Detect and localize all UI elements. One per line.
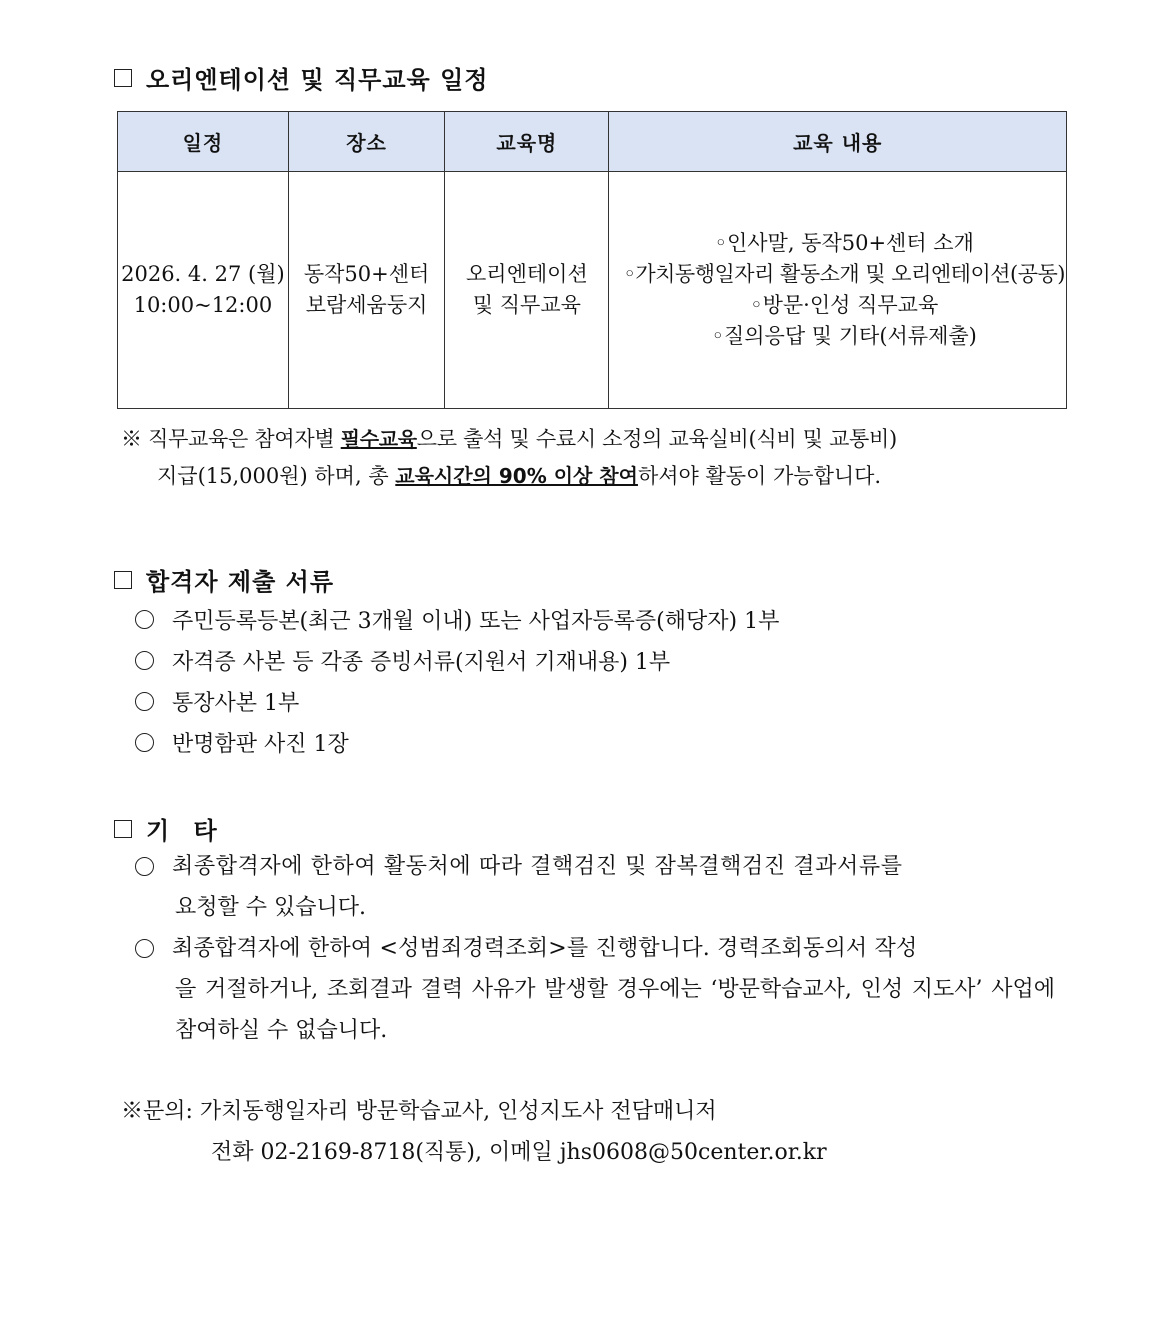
list-item xyxy=(135,727,349,758)
cell-date xyxy=(118,172,289,409)
content-item: ◦가치동행일자리 활동소개 및 오리엔테이션(공동) xyxy=(623,262,1065,286)
contact-info xyxy=(121,1091,827,1173)
circle-bullet-icon xyxy=(135,651,154,670)
note-emphasis-required: 필수교육 xyxy=(340,427,417,451)
contact-phone-email: 전화 02-2169-8718(직통), 이메일 jhs0608@50center.or.kr xyxy=(211,1140,827,1165)
circle-bullet-icon xyxy=(135,939,154,958)
list-item-text: 최종합격자에 한하여 <성범죄경력조회>를 진행합니다. 경력조회동의서 작성 xyxy=(172,936,918,961)
content-item: ◦인사말, 동작50+센터 소개 xyxy=(714,231,974,255)
list-item-first-line xyxy=(135,928,1060,969)
header-course-name: 교육명 xyxy=(445,112,609,172)
content-item: ◦방문·인성 직무교육 xyxy=(750,293,939,317)
time-text: 10:00~12:00 xyxy=(133,293,273,317)
square-bullet-icon xyxy=(114,820,132,838)
section-heading-documents xyxy=(114,562,334,597)
circle-bullet-icon xyxy=(135,692,154,711)
list-item xyxy=(135,686,299,717)
header-course-content: 교육 내용 xyxy=(609,112,1067,172)
section-heading-etc xyxy=(114,811,225,846)
list-item xyxy=(135,846,1060,928)
content-item: ◦질의응답 및 기타(서류제출) xyxy=(711,324,977,348)
attendance-note xyxy=(121,421,1066,495)
circle-bullet-icon xyxy=(135,610,154,629)
table-row xyxy=(118,172,1067,409)
square-bullet-icon xyxy=(114,69,132,87)
header-place: 장소 xyxy=(288,112,444,172)
list-item xyxy=(135,604,779,635)
list-item-continuation: 을 거절하거나, 조회결과 결력 사유가 발생할 경우에는 ‘방문학습교사, 인성 지도사’ 사업에 참여하실 수 없습니다. xyxy=(175,977,1055,1043)
list-item-text: 최종합격자에 한하여 활동처에 따라 결핵검진 및 잠복결핵검진 결과서류를 xyxy=(172,854,903,879)
square-bullet-icon xyxy=(114,571,132,589)
schedule-table xyxy=(117,111,1067,409)
course-name-line: 오리엔테이션 xyxy=(466,262,588,286)
list-item-text: 반명함판 사진 1장 xyxy=(172,732,349,757)
header-date: 일정 xyxy=(118,112,289,172)
course-name-line: 및 직무교육 xyxy=(472,293,581,317)
list-item-text: 주민등록등본(최근 3개월 이내) 또는 사업자등록증(해당자) 1부 xyxy=(172,609,780,634)
note-text: 하셔야 활동이 가능합니다. xyxy=(637,464,882,488)
date-text: 2026. 4. 27 (월) xyxy=(121,262,285,286)
list-item-first-line xyxy=(135,846,1060,887)
section-title: 합격자 제출 서류 xyxy=(146,568,334,596)
cell-place xyxy=(288,172,444,409)
note-text: 지급(15,000원) 하며, 총 xyxy=(157,464,396,488)
list-item-continuation: 요청할 수 있습니다. xyxy=(175,895,366,920)
circle-bullet-icon xyxy=(135,733,154,752)
note-line-1 xyxy=(121,421,1066,458)
place-line: 동작50+센터 xyxy=(303,262,430,286)
list-item xyxy=(135,928,1060,1051)
list-item-text: 통장사본 1부 xyxy=(172,691,300,716)
contact-line: ※문의: 가치동행일자리 방문학습교사, 인성지도사 전담매니저 xyxy=(121,1099,717,1124)
section-heading-schedule xyxy=(114,60,488,95)
place-line: 보람세움둥지 xyxy=(305,293,428,317)
note-mark: ※ xyxy=(121,427,142,451)
list-item xyxy=(135,645,670,676)
note-line-2 xyxy=(121,458,1066,495)
section-title: 기 타 xyxy=(146,817,225,845)
circle-bullet-icon xyxy=(135,857,154,876)
list-item-text: 자격증 사본 등 각종 증빙서류(지원서 기재내용) 1부 xyxy=(172,650,671,675)
cell-course-content xyxy=(609,172,1067,409)
table-header-row xyxy=(118,112,1067,172)
section-title: 오리엔테이션 및 직무교육 일정 xyxy=(146,66,489,94)
cell-course-name xyxy=(445,172,609,409)
note-text: 직무교육은 참여자별 xyxy=(141,427,341,451)
note-text: 으로 출석 및 수료시 소정의 교육실비(식비 및 교통비) xyxy=(416,427,897,451)
note-emphasis-attendance: 교육시간의 90% 이상 참여 xyxy=(395,464,638,488)
